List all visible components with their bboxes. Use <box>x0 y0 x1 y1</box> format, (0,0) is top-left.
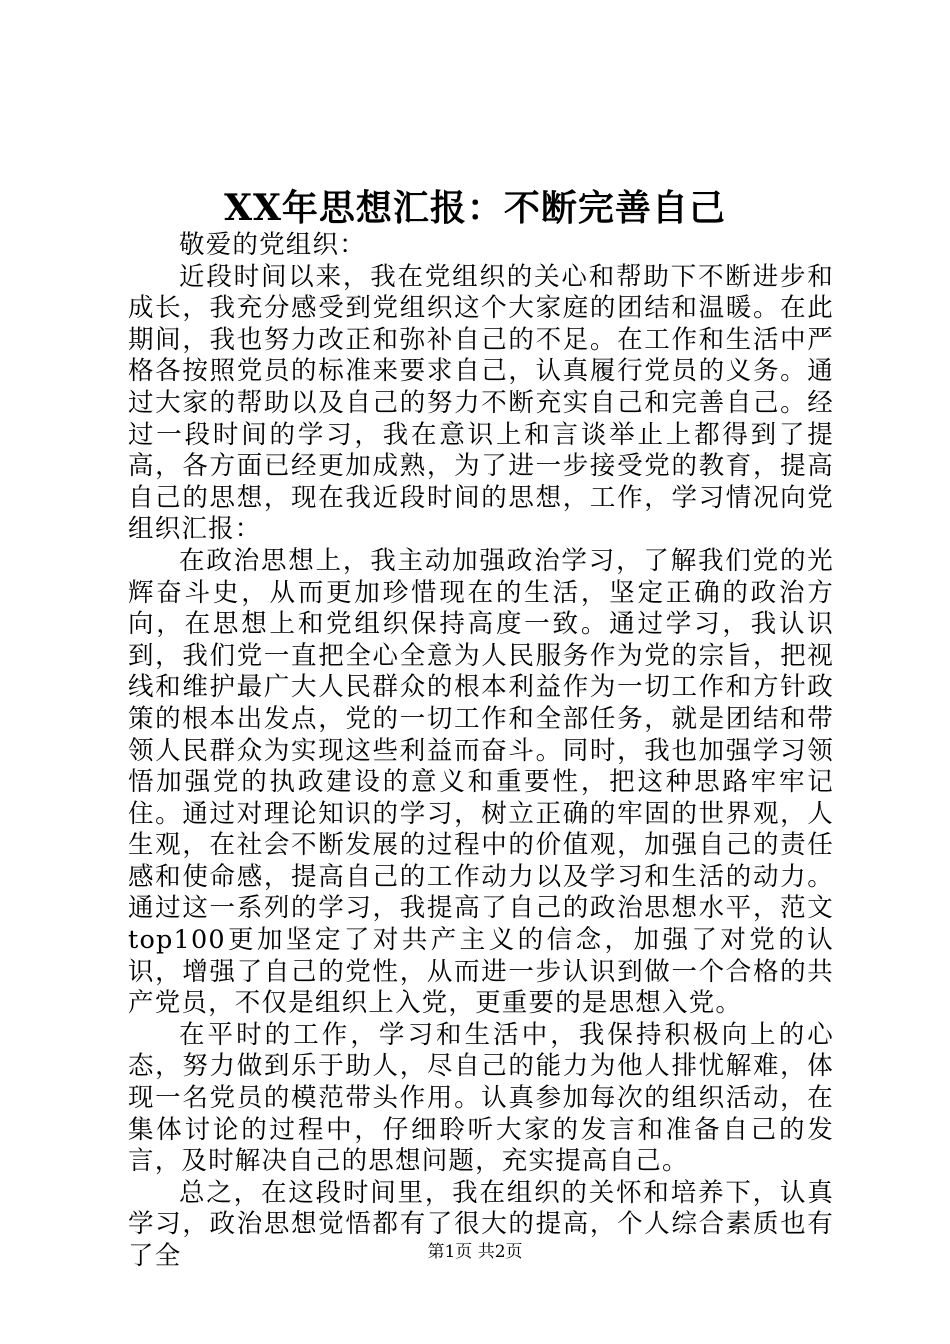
document-body <box>128 230 834 1273</box>
salutation: 敬爱的党组织： <box>179 230 366 260</box>
paragraph-3: 在平时的工作，学习和生活中，我保持积极向上的心态，努力做到乐于助人，尽自己的能力为他人排忧解难，体现一名党员的模范带头作用。认真参加每次的组织活动，在集体讨论的过程中，仔细聆听大家的发言和准备自己的发言，及时解决自己的思想问题，充实提高自己。 <box>128 1019 834 1177</box>
paragraph-4: 总之，在这段时间里，我在组织的关怀和培养下，认真学习，政治思想觉悟都有了很大的提高，个人综合素质也有了全 <box>128 1177 834 1271</box>
paragraph-2: 在政治思想上，我主动加强政治学习，了解我们党的光辉奋斗史，从而更加珍惜现在的生活，坚定正确的政治方向，在思想上和党组织保持高度一致。通过学习，我认识到，我们党一直把全心全意为人民服务作为党的宗旨，把视线和维护最广大人民群众的根本利益作为一切工作和方针政策的根本出发点，党的一切工作和全部任务，就是团结和带领人民群众为实现这些利益而奋斗。同时，我也加强学习领悟加强党的执政建设的意义和重要性，把这种思路牢牢记住。通过对理论知识的学习，树立正确的牢固的世界观，人生观，在社会不断发展的过程中的价值观，加强自己的责任感和使命感，提高自己的工作动力以及学习和生活的动力。通过这一系列的学习，我提高了自己的政治思想水平，范文top100更加坚定了对共产主义的信念，加强了对党的认识，增强了自己的党性，从而进一步认识到做一个合格的共产党员，不仅是组织上入党，更重要的是思想入党。 <box>128 545 834 1019</box>
paragraph-1: 近段时间以来，我在党组织的关心和帮助下不断进步和成长，我充分感受到党组织这个大家庭的团结和温暖。在此期间，我也努力改正和弥补自己的不足。在工作和生活中严格各按照党员的标准来要求自己，认真履行党员的义务。通过大家的帮助以及自己的努力不断充实自己和完善自己。经过一段时间的学习，我在意识上和言谈举止上都得到了提高，各方面已经更加成熟，为了进一步接受党的教育，提高自己的思想，现在我近段时间的思想，工作，学习情况向党组织汇报： <box>128 261 834 545</box>
document-title: XX年思想汇报：不断完善自己 <box>224 187 726 229</box>
page-footer: 第1页 共2页 <box>427 1242 523 1262</box>
